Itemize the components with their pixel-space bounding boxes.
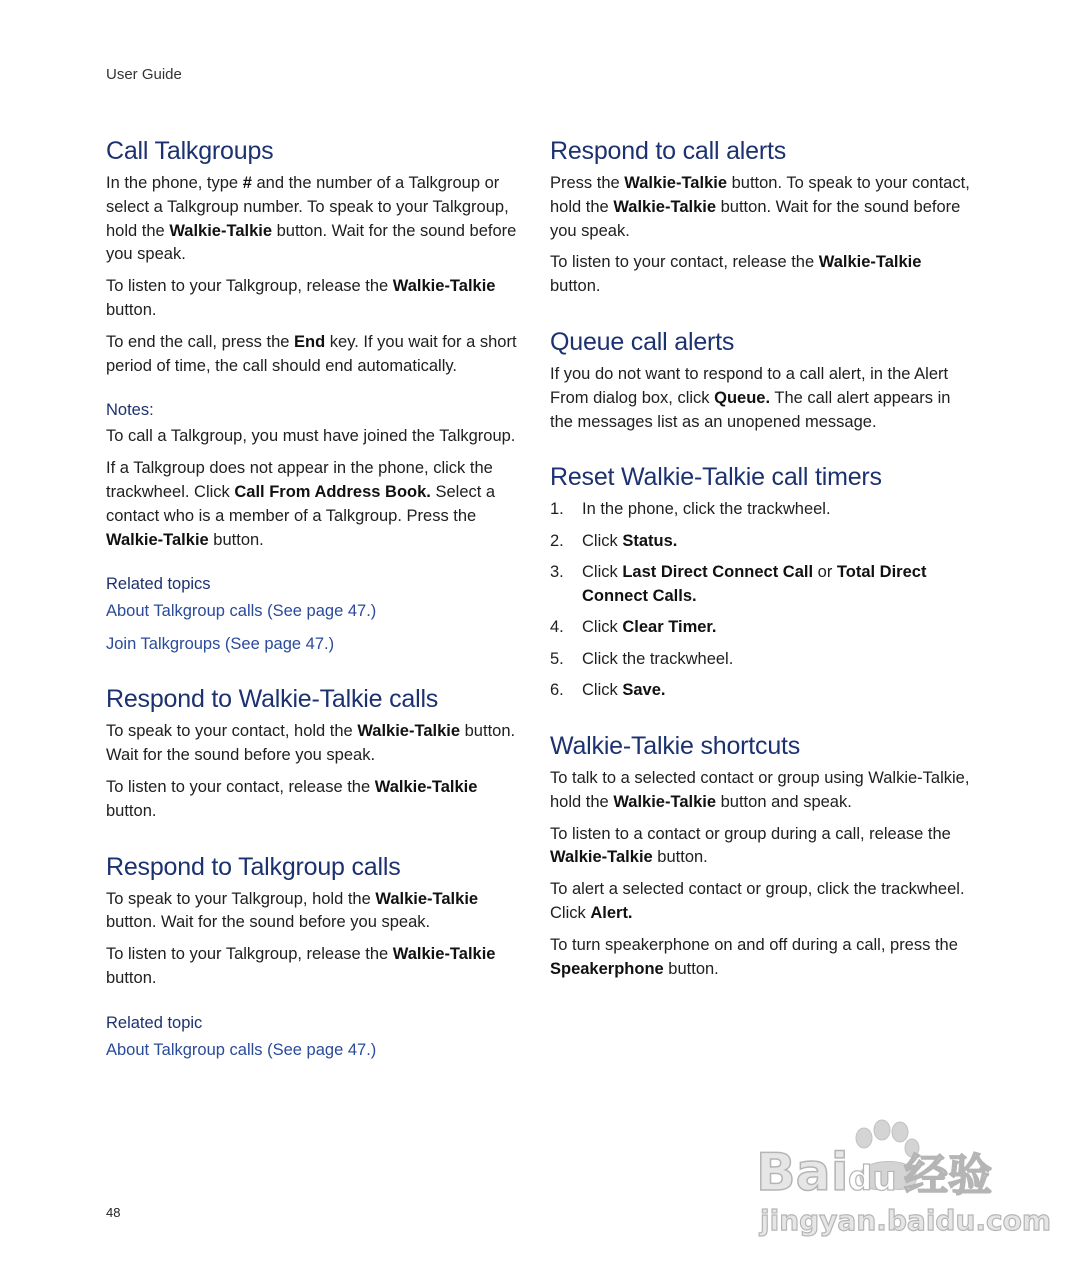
- steps-list: [550, 498, 970, 703]
- list-item: 6. Click Save.: [550, 681, 666, 700]
- link-join-talkgroups[interactable]: Join Talkgroups (See page 47.): [106, 635, 335, 654]
- notes-label: Notes:: [106, 401, 154, 420]
- right-column: [550, 134, 970, 1007]
- paragraph: To listen to your contact, release the Walkie-Talkie button.: [550, 253, 922, 296]
- paragraph: To speak to your contact, hold the Walkie-Talkie button. Wait for the sound before you speak.: [106, 722, 516, 765]
- watermark-url: jingyan.baidu.com: [760, 1204, 1052, 1237]
- paragraph: To listen to your Talkgroup, release the Walkie-Talkie button.: [106, 277, 496, 319]
- heading-respond-call-alerts: Respond to call alerts: [550, 137, 787, 165]
- page-number: 48: [106, 1205, 121, 1220]
- heading-queue-call-alerts: Queue call alerts: [550, 327, 735, 356]
- paragraph: To listen to your contact, release the Walkie-Talkie button.: [106, 777, 478, 820]
- section-respond-walkie-talkie: [106, 682, 526, 823]
- heading-respond-walkie-talkie: Respond to Walkie-Talkie calls: [106, 685, 439, 714]
- related-topics-label: Related topics: [106, 575, 211, 594]
- heading-reset-timers: Reset Walkie-Talkie call timers: [550, 463, 882, 492]
- heading-walkie-talkie-shortcuts: Walkie-Talkie shortcuts: [550, 731, 801, 760]
- related-topic-label: Related topic: [106, 1013, 203, 1032]
- brand-mark: Bai: [756, 1143, 849, 1203]
- paragraph: To speak to your Talkgroup, hold the Walkie-Talkie button. Wait for the sound before you speak.: [106, 889, 479, 932]
- paragraph: To turn speakerphone on and off during a call, press the Speakerphone button.: [550, 935, 958, 978]
- section-reset-timers: [550, 460, 970, 703]
- left-column: [106, 134, 526, 1088]
- note: To call a Talkgroup, you must have joined the Talkgroup.: [106, 427, 516, 446]
- paragraph: To listen to a contact or group during a call, release the Walkie-Talkie button.: [550, 824, 951, 867]
- paragraph: To listen to your Talkgroup, release the Walkie-Talkie button.: [106, 945, 496, 987]
- paragraph: If you do not want to respond to a call alert, in the Alert From dialog box, click Queue. The call alert appears in the messages list as an unopened message.: [550, 364, 951, 431]
- list-item: 4. Click Clear Timer.: [550, 618, 717, 637]
- link-about-talkgroup-calls[interactable]: About Talkgroup calls (See page 47.): [106, 1040, 377, 1059]
- heading-respond-talkgroup: Respond to Talkgroup calls: [106, 852, 401, 881]
- section-queue-call-alerts: [550, 325, 970, 434]
- paragraph: To end the call, press the End key. If you wait for a short period of time, the call should end automatically.: [106, 332, 517, 375]
- paragraph: Press the Walkie-Talkie button. To speak to your contact, hold the Walkie-Talkie button. Wait for the sound before you speak.: [550, 174, 970, 240]
- paragraph: To talk to a selected contact or group using Walkie-Talkie, hold the Walkie-Talkie button and speak.: [550, 768, 970, 811]
- section-walkie-talkie-shortcuts: [550, 729, 970, 981]
- heading-call-talkgroups: Call Talkgroups: [106, 137, 274, 165]
- brand-mark: 经验: [904, 1150, 992, 1201]
- paragraph: In the phone, type # and the number of a Talkgroup or select a Talkgroup number. To speak to your Talkgroup, hold the Walkie-Talkie button. Wait for the sound before you speak.: [106, 174, 517, 264]
- running-header: User Guide: [106, 66, 182, 83]
- section-respond-talkgroup: [106, 850, 526, 1062]
- list-item: 2. Click Status.: [550, 531, 678, 550]
- paragraph: To alert a selected contact or group, click the trackwheel. Click Alert.: [550, 880, 965, 922]
- list-item: 5. Click the trackwheel.: [550, 649, 734, 668]
- brand-mark: du: [848, 1159, 897, 1199]
- note: If a Talkgroup does not appear in the phone, click the trackwheel. Click Call From Address Book. Select a contact who is a member of a Talkgroup. Press the Walkie-Talkie button.: [106, 459, 496, 549]
- list-item: 3. Click Last Direct Connect Call or Total Direct Connect Calls.: [550, 563, 927, 605]
- baidu-watermark-logo: [752, 1118, 1052, 1238]
- link-about-talkgroup-calls[interactable]: About Talkgroup calls (See page 47.): [106, 602, 377, 621]
- list-item: 1. In the phone, click the trackwheel.: [550, 500, 831, 519]
- section-call-talkgroups: [106, 134, 526, 656]
- section-respond-call-alerts: [550, 134, 970, 299]
